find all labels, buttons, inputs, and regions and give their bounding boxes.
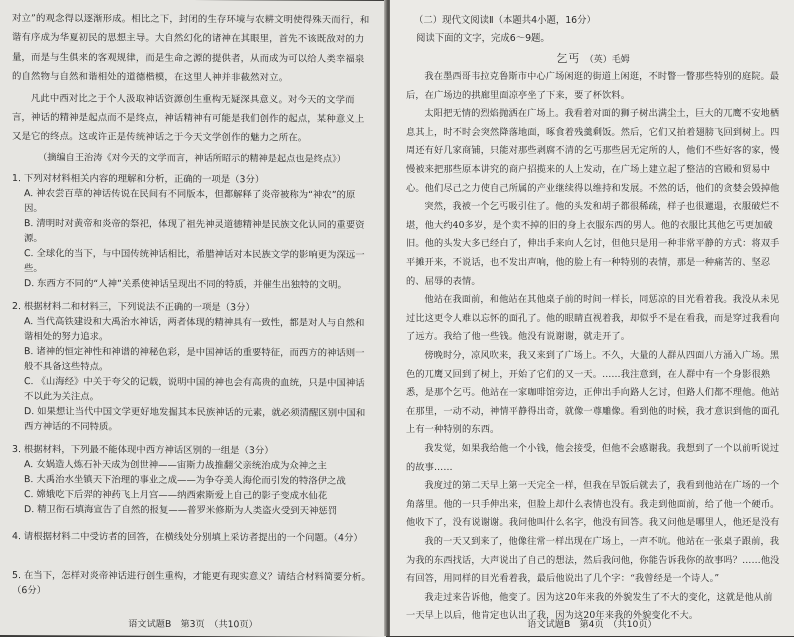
article-title	[406, 50, 780, 66]
question-option: D. 精卫衔石填海宣告了自然的报复——普罗米修斯为人类盗火受到天神惩罚	[24, 503, 338, 517]
question-stem: 4. 请根据材料二中受访者的回答，在横线处分别填上采访者提出的一个问题。（4分）	[12, 530, 363, 544]
page-footer-right: 语文试题B 第4页 （共10页）	[527, 619, 657, 630]
question-option: C. 全球化的当下，与中国传统神话相比，希腊神话对本民族文学的影响更为深远一些。	[24, 247, 365, 275]
question-option: B. 诸神的恒定神性和神谱的神秘色彩，是中国神话的重要特征，而西方的神话则一般不具备这些特点。	[24, 345, 365, 373]
article-paragraph: 我发觉，如果我给他一个小钱，他会接受，但他不会感谢我。我想到了一个以前听说过的故事……	[406, 442, 780, 473]
right-page	[390, 0, 794, 636]
question-option: B. 大禹治水坐镇天下治理的事业之成——为争夺美人海伦而引发的特洛伊之战	[24, 473, 346, 487]
article-paragraph: 太阳把无情的烈焰抛洒在广场上。我看着对面的狮子树出满尘土，巨大的兀鹰不安地栖息其上，时不时会突然降落地面，啄食着残羹剩饭。然后，它们又拍着翅膀飞回到树上。四周还有好几家商铺，只能对那些剥腐不清的乞丐那些居无定所的人，他们不些好客的家，慢慢被来把那些原本讲究的商户招揽来的人上发动，在广场上建立起了整洁的宫殿和贸易中心。他们尽己之力使自己所属的产业继续得以维持和发展。不然的话，他们的贪婪会毁掉他	[406, 108, 780, 194]
section-instruction: 阅读下面的文字，完成6～9题。	[416, 33, 550, 44]
question-2	[12, 299, 372, 436]
question-stem: 3. 根据材料，下列最不能体现中西方神话区别的一组是（3分）	[12, 443, 274, 457]
question-5	[12, 568, 372, 600]
article-author: （英）毛姆	[584, 55, 630, 65]
question-option: D. 东西方不同的“人神”关系使神话呈现出不同的特质，并催生出独特的文明。	[24, 277, 347, 291]
question-option: D. 如果想让当代中国文学更好地发掘其本民族神话的元素，就必须清醒区别中国和西方神话的不同特质。	[24, 405, 366, 433]
article-body	[406, 68, 780, 626]
left-paragraph-2: 凡此中西对比之于个人汲取神话资源创生重构无疑深具意义。对今天的文学而言，神话的精神是起点而不是终点，神话精神有可能是我们创作的起点，某种意义上又是它的终点。这或许正是传统神话之于今天文学创作的魅力之所在。	[12, 92, 365, 145]
article-paragraph: 我在墨西哥韦拉克鲁斯市中心广场闲逛的街道上闲逛，不时瞥一瞥那些特别的庭院。最后，在广场边的拱廊里面凉亭坐了下来，要了杯饮料。	[406, 71, 780, 101]
article-paragraph: 傍晚时分，凉风吹来，我又来到了广场上。不久，大量的人群从四面八方涌入广场。黑色的兀鹰又回到了树上，开始了它们的又一天。……我注意到，在人群中有一个身影很熟悉，是那个乞丐。他站在一家咖啡馆旁边，正伸出手向路人乞讨，但路人们都不理他。他站在那里，一动不动，神情平静得出奇，就像一尊雕像。看到他的时候，我才意识到他的面孔上有一种特别的东西。	[406, 349, 780, 436]
question-4	[12, 529, 372, 546]
question-option: C. 《山海经》中关于夸父的记载，说明中国的神也会有高贵的血统，只是中国神话不以此为关注点。	[24, 375, 365, 403]
question-3	[12, 442, 372, 519]
article-paragraph: 我度过的第二天早上第一天完全一样，但我在早饭后就去了，我看到他站在广场的一个角落里。他的一只手伸出来，但脸上却什么表情也没有。我走到他面前，给了他一个硬币。他收下了，没有说谢谢。我问他叫什么名字，他没有回答。我又问他是哪里人，他还是没有	[406, 479, 780, 529]
question-stem: 2. 根据材料二和材料三，下列说法不正确的一项是（3分）	[12, 300, 255, 314]
article-paragraph: 突然，我被一个乞丐吸引住了。他的头发和胡子都很稀疏，样子也很邋遢，衣服破烂不堪，他大约40多岁，是个卖不掉的旧的身上衣服东西的男人。他的衣服比其他乞丐更加破旧。他的头发大多已经白了，伸出手来向人乞讨，但他只是用一种非常平静的方式：将双手平摊开来，不说话，也不发出声响，他的脸上有一种特别的表情，那是一种痛苦的、坚忍的、屈辱的表情。	[406, 201, 780, 287]
question-option: A. 神农尝百草的神话传说在民间有不同版本，但都解释了炎帝被称为“神农”的原因。	[24, 187, 356, 215]
left-page	[0, 0, 386, 637]
article-paragraph: 我的一天又到来了，他像往常一样出现在广场上，一声不吭。他站在一张桌子跟前，我为我的东西找话，大声说出了自己的想法，然后我问他，你能告诉我你的故事吗？……他没有回答，用同样的目光看着我，最后他说出了几个字：“我曾经是一个诗人。”	[406, 535, 780, 585]
question-1	[12, 171, 372, 293]
article-paragraph: 他站在我面前，和他站在其他桌子前的时间一样长，同惩凉的目光看着我。我没从未见过比这更令人难以忘怀的面孔了。他的眼睛直视着我，却似乎不是在看我，而是穿过我看向了远方。我给了他一些钱。他没有说谢谢，就走开了。	[406, 294, 780, 343]
question-option: B. 清明时对黄帝和炎帝的祭祀，体现了祖先神灵道德精神是民族文化认同的重要资源。	[24, 217, 365, 245]
question-option: A. 女娲造人炼石补天成为创世神——宙斯力战推翻父亲统治成为众神之主	[24, 458, 327, 472]
section-title: （二）现代文阅读Ⅱ（本题共4小题，16分）	[414, 15, 596, 26]
question-list	[12, 171, 372, 600]
question-option: A. 当代高铁建设和大禹治水神话，两者体现的精神具有一致性，都是对人与自然和谐相处的努力追求。	[24, 315, 365, 343]
question-stem: 5. 在当下，怎样对炎帝神话进行创生重构，才能更有现实意义？请结合材料简要分析。（6分）	[12, 569, 371, 597]
article-source: （摘编自王治涛《对今天的文学而言，神话所昭示的精神是起点也是终点》）	[38, 152, 346, 165]
article-title-text: 乞丐	[556, 52, 581, 65]
article-paragraph: 我走过来告诉他，他变了。因为这20年来我的外貌发生了不大的变化，这就是他从前一天早上以后，他肯定也认出了我，因为这20年来我的外貌变化不大。	[406, 591, 773, 622]
question-option: C. 嫦娥吃下后羿的神药飞上月宫——纳西索斯爱上自己的影子变成水仙花	[24, 488, 328, 502]
left-paragraph-top: 对立”的观念得以逐渐形成。相比之下，封闭的生存环境与农耕文明使得殊天而行，和谐有序成为华夏初民的思想主导。大自然幻化的诸神在其眼里，首先不该既敌对的力量，而是与生俱来的客观规律，而是生命之源的提供者，从而成为可以给人类幸福泉的自然物与自然和谐相处的道德楷模，在这里人神并非截然对立。	[12, 13, 370, 84]
question-stem: 1. 下列对材料相关内容的理解和分析，正确的一项是（3分）	[12, 172, 265, 186]
page-footer-left: 语文试题B 第3页 （共10页）	[128, 618, 258, 631]
